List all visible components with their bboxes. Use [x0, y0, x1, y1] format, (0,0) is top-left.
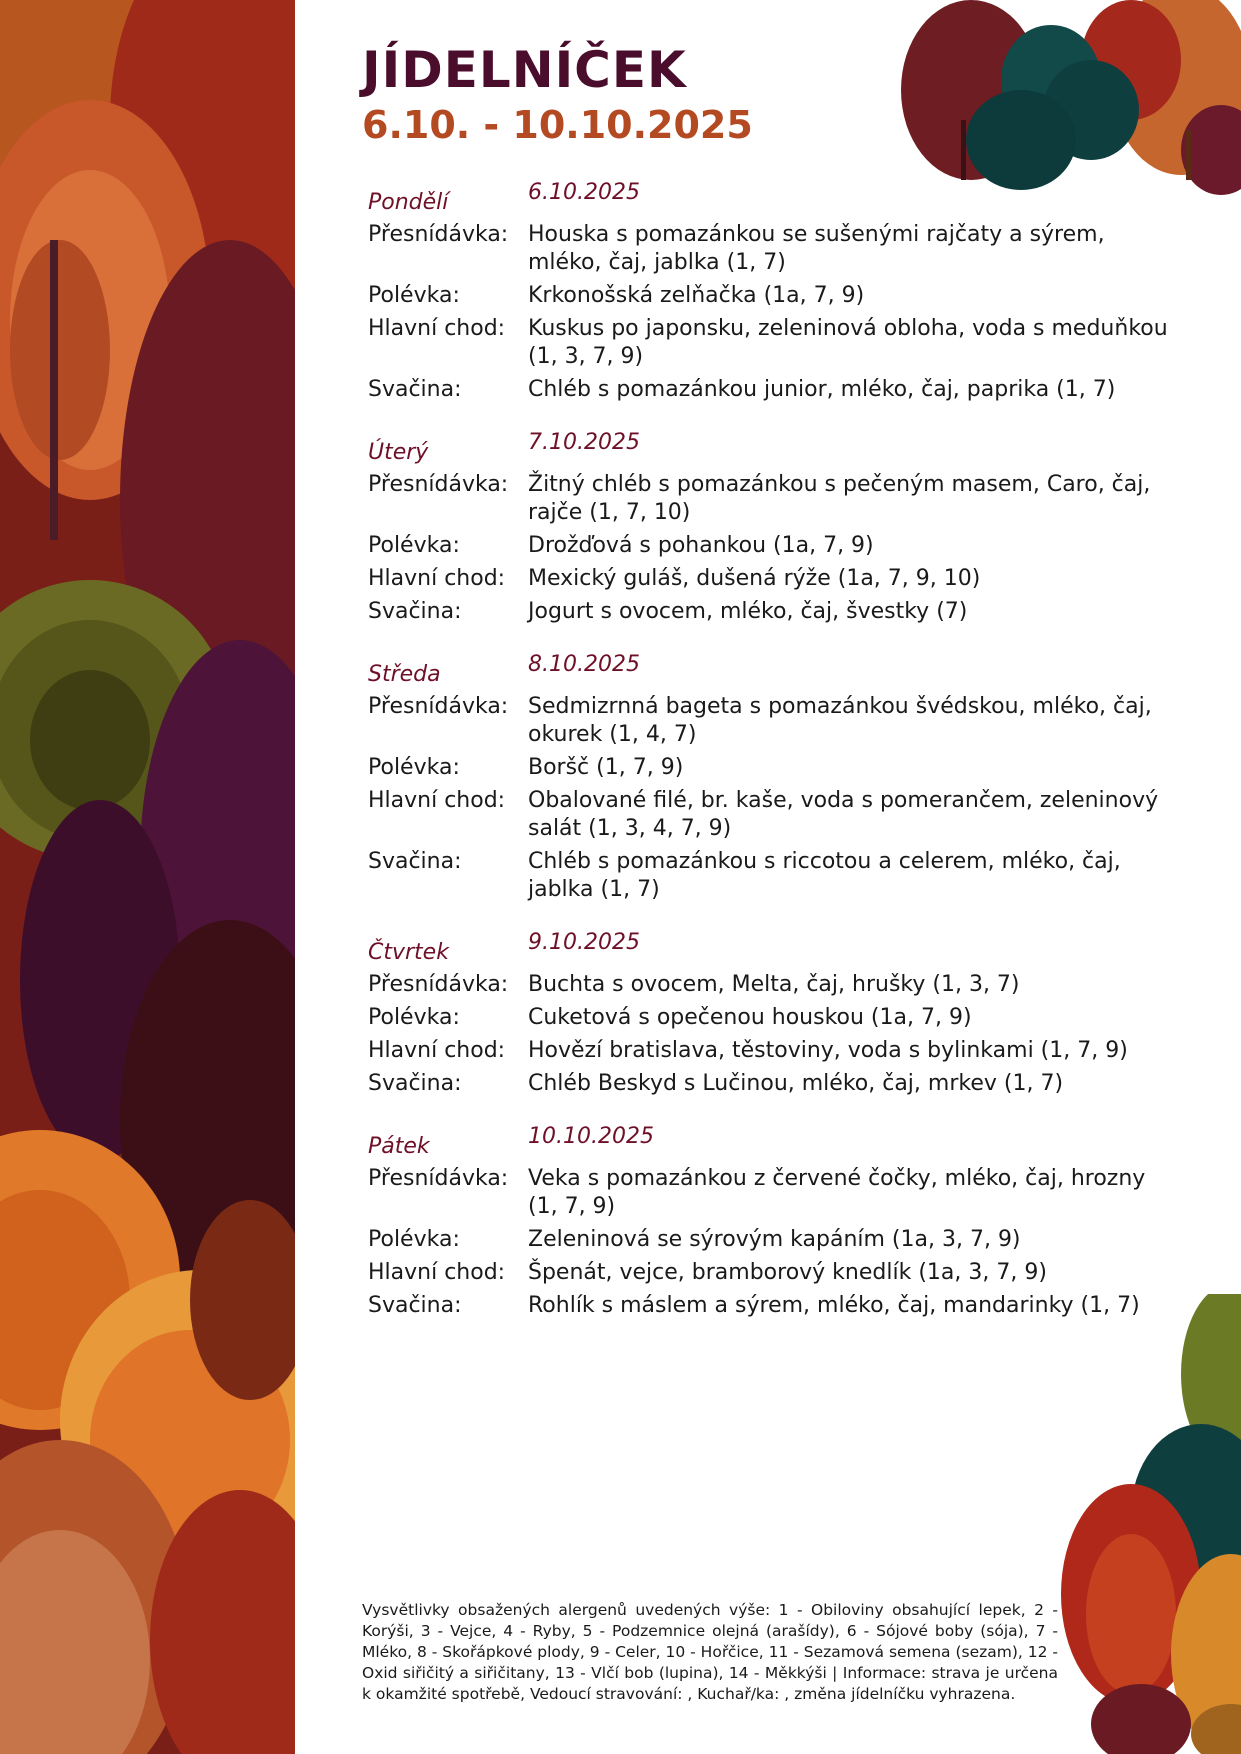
day-name: Středa	[368, 662, 441, 687]
meal-label: Polévka:	[368, 1005, 460, 1030]
meal-label: Svačina:	[368, 1071, 462, 1096]
meal-label: Přesnídávka:	[368, 972, 509, 997]
meal-label: Přesnídávka:	[368, 1166, 509, 1191]
meal-row	[362, 848, 1172, 904]
meal-row	[362, 693, 1172, 749]
day-name: Pátek	[368, 1134, 430, 1159]
meal-row	[362, 376, 1172, 404]
day-name: Úterý	[368, 440, 429, 465]
meal-label: Polévka:	[368, 1227, 460, 1252]
meal-row	[362, 971, 1172, 999]
meal-label: Přesnídávka:	[368, 472, 509, 497]
meal-row	[362, 565, 1172, 593]
meal-text: Kuskus po japonsku, zeleninová obloha, voda s meduňkou (1, 3, 7, 9)	[528, 316, 1168, 369]
day-date: 6.10.2025	[528, 180, 640, 205]
meal-label: Hlavní chod:	[368, 316, 506, 341]
meal-text: Mexický guláš, dušená rýže (1a, 7, 9, 10)	[528, 566, 981, 591]
meal-text: Cuketová s opečenou houskou (1a, 7, 9)	[528, 1005, 972, 1030]
meal-text: Žitný chléb s pomazánkou s pečeným masem, Caro, čaj, rajče (1, 7, 10)	[528, 472, 1151, 525]
day-block	[362, 930, 1172, 1098]
day-block	[362, 430, 1172, 626]
meal-row	[362, 1226, 1172, 1254]
meal-row	[362, 598, 1172, 626]
meal-label: Svačina:	[368, 849, 462, 874]
meal-label: Hlavní chod:	[368, 788, 506, 813]
day-date: 7.10.2025	[528, 430, 640, 455]
day-header	[362, 652, 1172, 688]
meal-label: Polévka:	[368, 755, 460, 780]
meal-text: Buchta s ovocem, Melta, čaj, hrušky (1, 3, 7)	[528, 972, 1020, 997]
allergen-legend: Vysvětlivky obsažených alergenů uvedených výše: 1 - Obiloviny obsahující lepek, 2 - Korýši, 3 - Vejce, 4 - Ryby, 5 - Podzemnice olejná (arašídy), 6 - Sójové boby (sója), 7 - Mléko, 8 - Skořápkové plody, 9 - Celer, 10 - Hořčice, 11 - Sezamová semena (sezam), 12 - Oxid siřičitý a siřičitany, 13 - Vlčí bob (lupina), 14 - Měkkýši | Informace: strava je určena k okamžité spotřebě, Vedoucí stravování: , Kuchař/ka: , změna jídelníčku vyhrazena.	[362, 1601, 1058, 1703]
meal-row	[362, 315, 1172, 371]
meal-row	[362, 221, 1172, 277]
day-name: Čtvrtek	[368, 940, 449, 965]
page-title: JÍDELNÍČEK	[362, 41, 687, 99]
meal-label: Polévka:	[368, 533, 460, 558]
meal-text: Zeleninová se sýrovým kapáním (1a, 3, 7, 9)	[528, 1227, 1021, 1252]
meal-label: Svačina:	[368, 377, 462, 402]
meal-row	[362, 1165, 1172, 1221]
meal-text: Špenát, vejce, bramborový knedlík (1a, 3, 7, 9)	[528, 1260, 1047, 1285]
meal-label: Přesnídávka:	[368, 222, 509, 247]
meal-row	[362, 1292, 1172, 1320]
meal-text: Sedmizrnná bageta s pomazánkou švédskou, mléko, čaj, okurek (1, 4, 7)	[528, 694, 1152, 747]
meal-label: Polévka:	[368, 283, 460, 308]
meal-text: Hovězí bratislava, těstoviny, voda s bylinkami (1, 7, 9)	[528, 1038, 1128, 1063]
day-block	[362, 1124, 1172, 1320]
meal-text: Rohlík s máslem a sýrem, mléko, čaj, mandarinky (1, 7)	[528, 1293, 1140, 1318]
meal-row	[362, 532, 1172, 560]
autumn-forest-illustration	[0, 0, 295, 1754]
meal-row	[362, 1004, 1172, 1032]
meal-text: Veka s pomazánkou z červené čočky, mléko, čaj, hrozny (1, 7, 9)	[528, 1166, 1146, 1219]
meal-text: Chléb s pomazánkou s riccotou a celerem, mléko, čaj, jablka (1, 7)	[528, 849, 1121, 902]
menu-period: 6.10. - 10.10.2025	[362, 103, 753, 147]
day-date: 9.10.2025	[528, 930, 640, 955]
meal-row	[362, 754, 1172, 782]
days-list	[362, 180, 1172, 1320]
meal-label: Přesnídávka:	[368, 694, 509, 719]
meal-text: Chléb Beskyd s Lučinou, mléko, čaj, mrkev (1, 7)	[528, 1071, 1064, 1096]
meal-row	[362, 1070, 1172, 1098]
meal-row	[362, 282, 1172, 310]
meal-text: Obalované filé, br. kaše, voda s pomerančem, zeleninový salát (1, 3, 4, 7, 9)	[528, 788, 1159, 841]
meal-label: Svačina:	[368, 1293, 462, 1318]
day-header	[362, 1124, 1172, 1160]
meal-label: Hlavní chod:	[368, 1038, 506, 1063]
day-name: Pondělí	[368, 190, 449, 215]
meal-label: Hlavní chod:	[368, 1260, 506, 1285]
menu-content	[362, 40, 1172, 1346]
meal-label: Hlavní chod:	[368, 566, 506, 591]
day-header	[362, 930, 1172, 966]
meal-row	[362, 1037, 1172, 1065]
day-block	[362, 652, 1172, 904]
day-header	[362, 430, 1172, 466]
day-block	[362, 180, 1172, 404]
meal-text: Boršč (1, 7, 9)	[528, 755, 684, 780]
meal-text: Krkonošská zelňačka (1a, 7, 9)	[528, 283, 865, 308]
meal-text: Houska s pomazánkou se sušenými rajčaty a sýrem, mléko, čaj, jablka (1, 7)	[528, 222, 1105, 275]
day-header	[362, 180, 1172, 216]
meal-row	[362, 1259, 1172, 1287]
meal-label: Svačina:	[368, 599, 462, 624]
meal-row	[362, 471, 1172, 527]
meal-text: Drožďová s pohankou (1a, 7, 9)	[528, 533, 874, 558]
meal-text: Chléb s pomazánkou junior, mléko, čaj, paprika (1, 7)	[528, 377, 1116, 402]
day-date: 10.10.2025	[528, 1124, 654, 1149]
bottom-right-trees-illustration	[1061, 1294, 1241, 1754]
meal-text: Jogurt s ovocem, mléko, čaj, švestky (7)	[528, 599, 968, 624]
day-date: 8.10.2025	[528, 652, 640, 677]
meal-row	[362, 787, 1172, 843]
